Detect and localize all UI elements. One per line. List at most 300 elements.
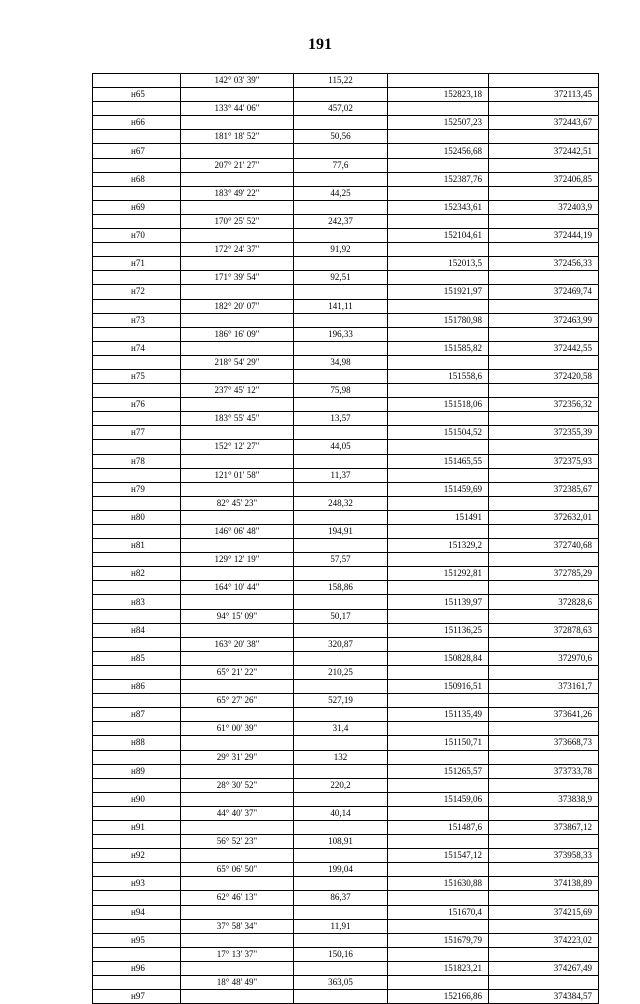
segment-row	[93, 665, 599, 679]
segment-length-cell: 50,56	[294, 130, 388, 144]
direction-angle-cell: 28° 30' 52"	[181, 778, 294, 792]
coordinate-y-cell	[489, 581, 599, 595]
point-name-cell	[93, 186, 181, 200]
direction-angle-cell: 65° 21' 22"	[181, 665, 294, 679]
point-name-cell: н96	[93, 961, 181, 975]
coordinate-y-cell	[489, 271, 599, 285]
coordinate-y-cell: 372740,68	[489, 539, 599, 553]
segment-length-cell: 196,33	[294, 327, 388, 341]
direction-angle-cell: 129° 12' 19"	[181, 553, 294, 567]
segment-length-cell: 363,05	[294, 976, 388, 990]
point-name-cell	[93, 919, 181, 933]
direction-angle-cell: 37° 58' 34"	[181, 919, 294, 933]
segment-length-cell: 91,92	[294, 243, 388, 257]
point-row	[93, 595, 599, 609]
coordinate-x-cell: 151547,12	[388, 849, 489, 863]
coordinate-y-cell	[489, 806, 599, 820]
coordinate-x-cell: 152104,61	[388, 229, 489, 243]
point-name-cell	[93, 609, 181, 623]
segment-row	[93, 214, 599, 228]
coordinate-x-cell	[388, 299, 489, 313]
coordinate-y-cell	[489, 243, 599, 257]
segment-row	[93, 158, 599, 172]
point-row	[93, 623, 599, 637]
direction-angle-cell: 170° 25' 52"	[181, 214, 294, 228]
point-row	[93, 680, 599, 694]
direction-angle-cell: 94° 15' 09"	[181, 609, 294, 623]
coordinate-y-cell	[489, 440, 599, 454]
coordinate-y-cell	[489, 158, 599, 172]
coordinate-y-cell	[489, 327, 599, 341]
coordinate-x-cell: 150828,84	[388, 651, 489, 665]
coordinate-x-cell	[388, 186, 489, 200]
coordinate-x-cell: 151459,69	[388, 482, 489, 496]
segment-length-cell: 220,2	[294, 778, 388, 792]
coordinate-x-cell	[388, 384, 489, 398]
direction-angle-cell	[181, 454, 294, 468]
segment-length-cell	[294, 426, 388, 440]
coordinate-y-cell: 372970,6	[489, 651, 599, 665]
coordinate-y-cell	[489, 750, 599, 764]
coordinate-y-cell	[489, 919, 599, 933]
coordinate-x-cell	[388, 637, 489, 651]
coordinate-y-cell	[489, 214, 599, 228]
segment-length-cell: 210,25	[294, 665, 388, 679]
coordinate-x-cell: 151630,88	[388, 877, 489, 891]
direction-angle-cell: 142° 03' 39"	[181, 74, 294, 88]
point-name-cell: н79	[93, 482, 181, 496]
segment-length-cell: 108,91	[294, 835, 388, 849]
direction-angle-cell	[181, 792, 294, 806]
segment-row	[93, 327, 599, 341]
direction-angle-cell: 133° 44' 06"	[181, 102, 294, 116]
segment-row	[93, 637, 599, 651]
page-number: 191	[308, 36, 332, 53]
segment-length-cell: 320,87	[294, 637, 388, 651]
segment-row	[93, 694, 599, 708]
point-row	[93, 792, 599, 806]
coordinate-y-cell: 374138,89	[489, 877, 599, 891]
point-row	[93, 398, 599, 412]
coordinate-y-cell: 372456,33	[489, 257, 599, 271]
direction-angle-cell: 65° 27' 26"	[181, 694, 294, 708]
segment-row	[93, 806, 599, 820]
direction-angle-cell	[181, 482, 294, 496]
coordinate-x-cell	[388, 806, 489, 820]
coordinate-y-cell: 372385,67	[489, 482, 599, 496]
point-row	[93, 200, 599, 214]
coordinate-x-cell	[388, 947, 489, 961]
direction-angle-cell: 82° 45' 23"	[181, 496, 294, 510]
coordinate-y-cell: 372113,45	[489, 88, 599, 102]
coordinates-table	[92, 73, 599, 1004]
point-name-cell	[93, 694, 181, 708]
point-name-cell: н74	[93, 341, 181, 355]
coordinate-y-cell: 372403,9	[489, 200, 599, 214]
coordinate-y-cell: 372878,63	[489, 623, 599, 637]
point-name-cell	[93, 74, 181, 88]
coordinate-y-cell: 374215,69	[489, 905, 599, 919]
segment-length-cell: 457,02	[294, 102, 388, 116]
point-row	[93, 257, 599, 271]
point-name-cell: н77	[93, 426, 181, 440]
direction-angle-cell	[181, 764, 294, 778]
coordinate-x-cell: 152823,18	[388, 88, 489, 102]
segment-row	[93, 750, 599, 764]
coordinate-x-cell	[388, 863, 489, 877]
coordinate-y-cell	[489, 835, 599, 849]
segment-length-cell	[294, 369, 388, 383]
coordinate-y-cell	[489, 778, 599, 792]
direction-angle-cell: 56° 52' 23"	[181, 835, 294, 849]
point-row	[93, 651, 599, 665]
direction-angle-cell: 18° 48' 49"	[181, 976, 294, 990]
coordinate-x-cell	[388, 496, 489, 510]
coordinate-y-cell: 372469,74	[489, 285, 599, 299]
direction-angle-cell	[181, 229, 294, 243]
direction-angle-cell	[181, 313, 294, 327]
segment-length-cell	[294, 680, 388, 694]
segment-row	[93, 74, 599, 88]
point-name-cell	[93, 778, 181, 792]
direction-angle-cell: 171° 39' 54"	[181, 271, 294, 285]
point-name-cell	[93, 722, 181, 736]
segment-length-cell: 31,4	[294, 722, 388, 736]
segment-length-cell: 44,05	[294, 440, 388, 454]
segment-length-cell: 199,04	[294, 863, 388, 877]
segment-length-cell: 141,11	[294, 299, 388, 313]
segment-row	[93, 468, 599, 482]
coordinate-y-cell	[489, 102, 599, 116]
coordinate-y-cell: 372356,32	[489, 398, 599, 412]
point-row	[93, 426, 599, 440]
coordinate-x-cell: 151329,2	[388, 539, 489, 553]
coordinate-x-cell: 151558,6	[388, 369, 489, 383]
segment-length-cell: 92,51	[294, 271, 388, 285]
point-name-cell: н66	[93, 116, 181, 130]
point-row	[93, 933, 599, 947]
segment-length-cell	[294, 623, 388, 637]
segment-length-cell	[294, 88, 388, 102]
segment-length-cell: 57,57	[294, 553, 388, 567]
point-name-cell	[93, 553, 181, 567]
segment-length-cell: 40,14	[294, 806, 388, 820]
segment-length-cell	[294, 482, 388, 496]
point-name-cell	[93, 665, 181, 679]
point-row	[93, 341, 599, 355]
segment-row	[93, 609, 599, 623]
coordinate-x-cell: 150916,51	[388, 680, 489, 694]
direction-angle-cell	[181, 369, 294, 383]
point-row	[93, 764, 599, 778]
coordinate-y-cell: 372632,01	[489, 510, 599, 524]
coordinate-x-cell	[388, 891, 489, 905]
direction-angle-cell: 44° 40' 37"	[181, 806, 294, 820]
segment-row	[93, 835, 599, 849]
point-name-cell: н90	[93, 792, 181, 806]
segment-length-cell	[294, 313, 388, 327]
segment-row	[93, 553, 599, 567]
coordinate-y-cell	[489, 665, 599, 679]
coordinate-x-cell: 151465,55	[388, 454, 489, 468]
segment-row	[93, 863, 599, 877]
coordinate-y-cell	[489, 553, 599, 567]
point-name-cell: н72	[93, 285, 181, 299]
point-name-cell	[93, 750, 181, 764]
segment-length-cell: 194,91	[294, 525, 388, 539]
point-name-cell	[93, 891, 181, 905]
coordinate-x-cell: 151921,97	[388, 285, 489, 299]
segment-length-cell	[294, 933, 388, 947]
point-name-cell	[93, 327, 181, 341]
coordinate-y-cell: 372444,19	[489, 229, 599, 243]
coordinate-x-cell: 151585,82	[388, 341, 489, 355]
point-row	[93, 510, 599, 524]
segment-length-cell	[294, 905, 388, 919]
coordinate-x-cell	[388, 158, 489, 172]
coordinate-y-cell	[489, 976, 599, 990]
segment-length-cell: 13,57	[294, 412, 388, 426]
coordinate-x-cell: 152343,61	[388, 200, 489, 214]
point-name-cell: н73	[93, 313, 181, 327]
coordinate-x-cell: 151135,49	[388, 708, 489, 722]
segment-row	[93, 440, 599, 454]
point-row	[93, 849, 599, 863]
direction-angle-cell: 17° 13' 37"	[181, 947, 294, 961]
coordinate-y-cell	[489, 863, 599, 877]
point-name-cell	[93, 581, 181, 595]
direction-angle-cell	[181, 116, 294, 130]
coordinate-y-cell: 374267,49	[489, 961, 599, 975]
point-name-cell	[93, 525, 181, 539]
coordinate-x-cell	[388, 214, 489, 228]
segment-length-cell	[294, 708, 388, 722]
segment-row	[93, 299, 599, 313]
coordinate-x-cell	[388, 694, 489, 708]
coordinate-y-cell	[489, 355, 599, 369]
coordinate-x-cell	[388, 919, 489, 933]
coordinate-x-cell: 151491	[388, 510, 489, 524]
segment-length-cell: 44,25	[294, 186, 388, 200]
point-name-cell	[93, 412, 181, 426]
point-name-cell: н86	[93, 680, 181, 694]
point-name-cell: н71	[93, 257, 181, 271]
segment-length-cell: 77,6	[294, 158, 388, 172]
direction-angle-cell: 237° 45' 12"	[181, 384, 294, 398]
coordinate-y-cell: 372442,51	[489, 144, 599, 158]
direction-angle-cell	[181, 285, 294, 299]
segment-length-cell	[294, 595, 388, 609]
direction-angle-cell: 182° 20' 07"	[181, 299, 294, 313]
coordinate-x-cell	[388, 665, 489, 679]
coordinate-y-cell: 373668,73	[489, 736, 599, 750]
point-row	[93, 877, 599, 891]
direction-angle-cell: 183° 55' 45"	[181, 412, 294, 426]
segment-row	[93, 130, 599, 144]
point-name-cell: н97	[93, 990, 181, 1004]
coordinate-x-cell: 151139,97	[388, 595, 489, 609]
coordinate-y-cell	[489, 74, 599, 88]
direction-angle-cell	[181, 200, 294, 214]
coordinate-y-cell	[489, 947, 599, 961]
point-row	[93, 961, 599, 975]
coordinate-y-cell: 373733,78	[489, 764, 599, 778]
segment-length-cell: 75,98	[294, 384, 388, 398]
direction-angle-cell	[181, 88, 294, 102]
segment-row	[93, 947, 599, 961]
point-name-cell: н83	[93, 595, 181, 609]
direction-angle-cell	[181, 398, 294, 412]
segment-length-cell	[294, 877, 388, 891]
direction-angle-cell	[181, 172, 294, 186]
direction-angle-cell	[181, 905, 294, 919]
coordinate-x-cell: 151504,52	[388, 426, 489, 440]
coordinate-y-cell: 372443,67	[489, 116, 599, 130]
direction-angle-cell	[181, 849, 294, 863]
coordinate-x-cell	[388, 976, 489, 990]
coordinate-x-cell: 152507,23	[388, 116, 489, 130]
direction-angle-cell	[181, 961, 294, 975]
point-name-cell	[93, 468, 181, 482]
segment-length-cell	[294, 341, 388, 355]
direction-angle-cell	[181, 567, 294, 581]
coordinate-y-cell: 372355,39	[489, 426, 599, 440]
segment-length-cell	[294, 144, 388, 158]
point-row	[93, 736, 599, 750]
coordinate-y-cell	[489, 384, 599, 398]
segment-length-cell: 86,37	[294, 891, 388, 905]
direction-angle-cell	[181, 539, 294, 553]
coordinate-y-cell: 372828,6	[489, 595, 599, 609]
segment-length-cell	[294, 820, 388, 834]
segment-length-cell	[294, 172, 388, 186]
coordinate-x-cell	[388, 412, 489, 426]
segment-length-cell	[294, 792, 388, 806]
direction-angle-cell: 65° 06' 50"	[181, 863, 294, 877]
point-name-cell: н67	[93, 144, 181, 158]
direction-angle-cell: 207° 21' 27"	[181, 158, 294, 172]
point-name-cell: н92	[93, 849, 181, 863]
coordinate-x-cell	[388, 609, 489, 623]
point-name-cell: н75	[93, 369, 181, 383]
coordinate-y-cell	[489, 722, 599, 736]
coordinate-x-cell: 151679,79	[388, 933, 489, 947]
direction-angle-cell	[181, 708, 294, 722]
segment-length-cell	[294, 736, 388, 750]
segment-row	[93, 919, 599, 933]
point-row	[93, 88, 599, 102]
segment-length-cell	[294, 454, 388, 468]
segment-length-cell	[294, 510, 388, 524]
point-name-cell	[93, 271, 181, 285]
segment-row	[93, 722, 599, 736]
point-name-cell: н70	[93, 229, 181, 243]
point-name-cell	[93, 214, 181, 228]
point-row	[93, 708, 599, 722]
point-row	[93, 567, 599, 581]
point-name-cell: н95	[93, 933, 181, 947]
coordinate-y-cell: 373867,12	[489, 820, 599, 834]
coordinate-x-cell	[388, 327, 489, 341]
direction-angle-cell: 183° 49' 22"	[181, 186, 294, 200]
coordinate-x-cell: 151780,98	[388, 313, 489, 327]
coordinate-x-cell: 152387,76	[388, 172, 489, 186]
coordinate-y-cell	[489, 186, 599, 200]
direction-angle-cell	[181, 990, 294, 1004]
direction-angle-cell	[181, 736, 294, 750]
coordinate-x-cell: 151518,06	[388, 398, 489, 412]
point-name-cell	[93, 637, 181, 651]
direction-angle-cell	[181, 623, 294, 637]
coordinate-y-cell: 372442,55	[489, 341, 599, 355]
coordinate-y-cell	[489, 637, 599, 651]
point-name-cell: н93	[93, 877, 181, 891]
point-row	[93, 116, 599, 130]
point-row	[93, 172, 599, 186]
point-row	[93, 454, 599, 468]
direction-angle-cell	[181, 341, 294, 355]
coordinate-x-cell: 151265,57	[388, 764, 489, 778]
point-name-cell	[93, 384, 181, 398]
direction-angle-cell	[181, 510, 294, 524]
coordinate-y-cell	[489, 694, 599, 708]
point-name-cell: н76	[93, 398, 181, 412]
coordinate-y-cell	[489, 468, 599, 482]
coordinate-y-cell: 373838,9	[489, 792, 599, 806]
segment-length-cell: 50,17	[294, 609, 388, 623]
coordinate-y-cell	[489, 496, 599, 510]
segment-length-cell: 115,22	[294, 74, 388, 88]
coordinate-x-cell	[388, 722, 489, 736]
segment-length-cell: 132	[294, 750, 388, 764]
coordinate-x-cell	[388, 102, 489, 116]
direction-angle-cell	[181, 595, 294, 609]
point-name-cell	[93, 243, 181, 257]
coordinate-x-cell: 152456,68	[388, 144, 489, 158]
segment-length-cell: 11,91	[294, 919, 388, 933]
coordinate-x-cell	[388, 553, 489, 567]
coordinate-x-cell	[388, 271, 489, 285]
coordinate-x-cell: 151459,06	[388, 792, 489, 806]
segment-row	[93, 496, 599, 510]
point-name-cell	[93, 102, 181, 116]
coordinate-y-cell	[489, 891, 599, 905]
point-row	[93, 539, 599, 553]
segment-length-cell	[294, 539, 388, 553]
coordinate-x-cell	[388, 778, 489, 792]
segment-length-cell	[294, 229, 388, 243]
coordinate-y-cell	[489, 525, 599, 539]
direction-angle-cell	[181, 651, 294, 665]
segment-row	[93, 581, 599, 595]
direction-angle-cell: 218° 54' 29"	[181, 355, 294, 369]
segment-row	[93, 976, 599, 990]
segment-row	[93, 186, 599, 200]
direction-angle-cell	[181, 680, 294, 694]
point-name-cell	[93, 835, 181, 849]
point-row	[93, 990, 599, 1004]
point-name-cell: н81	[93, 539, 181, 553]
coordinate-x-cell	[388, 750, 489, 764]
point-name-cell	[93, 496, 181, 510]
segment-row	[93, 412, 599, 426]
coordinate-x-cell: 151487,6	[388, 820, 489, 834]
coordinate-x-cell	[388, 525, 489, 539]
point-name-cell	[93, 947, 181, 961]
direction-angle-cell: 121° 01' 58"	[181, 468, 294, 482]
direction-angle-cell: 61° 00' 39"	[181, 722, 294, 736]
segment-length-cell: 150,16	[294, 947, 388, 961]
